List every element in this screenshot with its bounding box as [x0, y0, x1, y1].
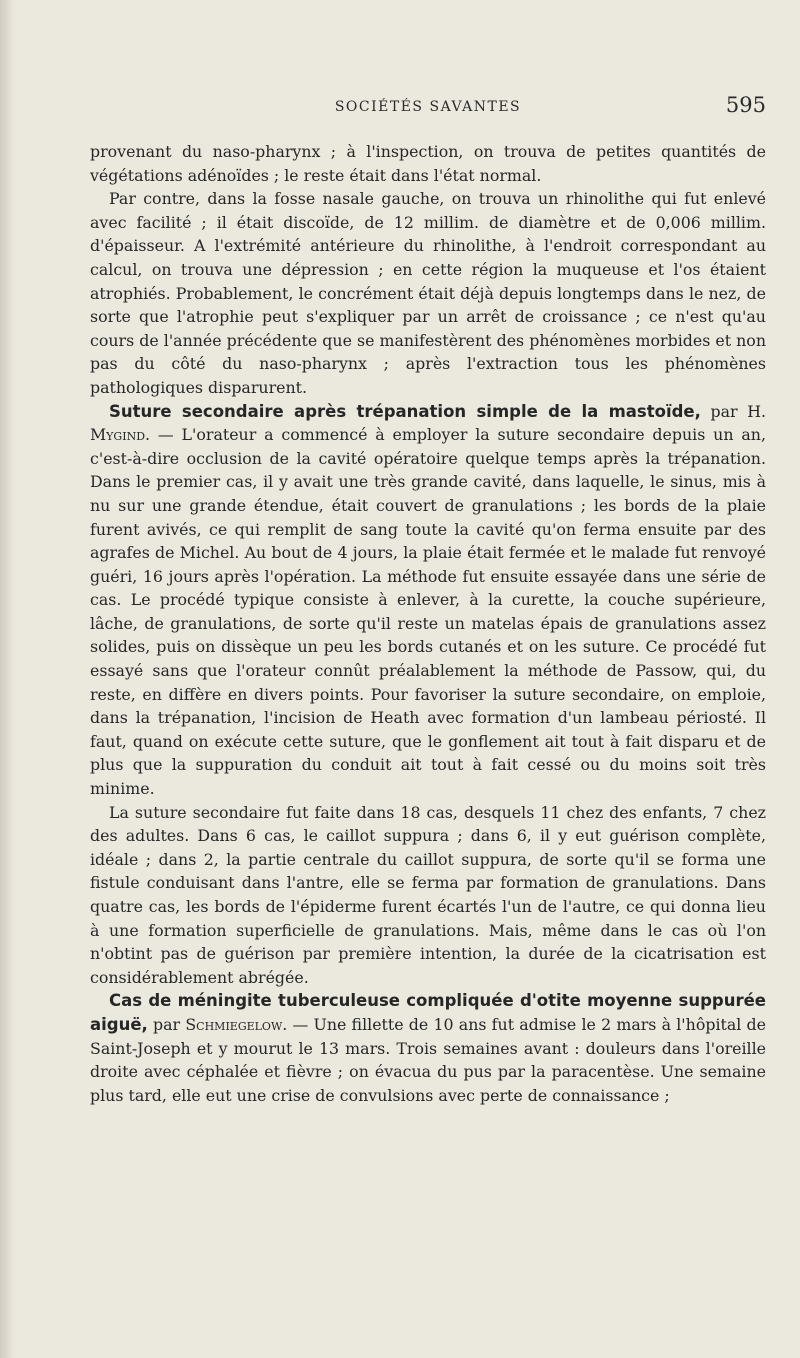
author-schmiegelow: Schmiegelow.	[185, 1014, 288, 1034]
section-by: par H.	[710, 401, 766, 421]
section-by-2: par	[153, 1014, 181, 1034]
section-meningite-text: — Une fillette de 10 ans fut admise le 2 mars à l'hôpital de Saint-Joseph et y mourut le 13 mars. Trois semaines avant : douleurs dans l'oreille droite avec céphalée et fièvre ; on évacua du pus par la paracentèse. Une semaine plus tard, elle eut une crise de convulsions avec perte de connaissance ;	[90, 1014, 766, 1105]
paragraph-suture-results: La suture secondaire fut faite dans 18 cas, desquels 11 chez des enfants, 7 chez des adultes. Dans 6 cas, le caillot suppura ; dans 6, il y eut guérison complète, idéale ; dans 2, la partie centrale du caillot suppura, de sorte qu'il se forma une fistule conduisant dans l'antre, elle se ferma par formation de granulations. Dans quatre cas, les bords de l'épiderme furent écartés l'un de l'autre, ce qui donna lieu à une formation superficielle de granulations. Mais, même dans le cas où l'on n'obtint pas de guérison par première intention, la durée de la cicatrisation est considérablement abrégée.	[90, 802, 766, 987]
paragraph-continuation: provenant du naso-pharynx ; à l'inspection, on trouva de petites quantités de végétations adénoïdes ; le reste était dans l'état normal.	[90, 142, 766, 185]
page-number: 595	[725, 93, 766, 117]
page-header	[90, 93, 766, 123]
author-mygind: Mygind.	[90, 425, 151, 445]
paragraph-rhinolithe: Par contre, dans la fosse nasale gauche, on trouva un rhinolithe qui fut enlevé avec facilité ; il était discoïde, de 12 millim. de diamètre et de 0,006 millim. d'épaisseur. A l'extrémité antérieure du rhinolithe, à l'endroit correspondant au calcul, on trouva une dépression ; en cette région la muqueuse et l'os étaient atrophiés. Probablement, le concrément était déjà depuis longtemps dans le nez, de sorte que l'atrophie peut s'expliquer par un arrêt de croissance ; ce n'est qu'au cours de l'année précédente que se manifestèrent des phénomènes morbides et non pas du côté du naso-pharynx ; après l'extraction tous les phénomènes pathologiques disparurent.	[90, 189, 766, 397]
running-head: SOCIÉTÉS SAVANTES	[334, 99, 522, 115]
section-title-suture: Suture secondaire après trépanation simple de la mastoïde,	[109, 401, 701, 421]
section-meningite	[90, 989, 766, 1107]
section-suture-secondaire	[90, 400, 766, 801]
binding-shadow	[0, 0, 14, 1358]
body-text	[90, 140, 766, 1107]
section-title-meningite: Cas de méningite tuberculeuse compliquée d'otite moyenne suppurée aiguë,	[90, 991, 766, 1034]
section-suture-text: — L'orateur a commencé à employer la suture secondaire depuis un an, c'est-à-dire occlusion de la cavité opératoire quelque temps après la trépanation. Dans le premier cas, il y avait une très grande cavité, dans laquelle, le sinus, mis à nu sur une grande étendue, était couvert de granulations ; les bords de la plaie furent avivés, ce qui remplit de sang toute la cavité qu'on ferma ensuite par des agrafes de Michel. Au bout de 4 jours, la plaie était fermée et le malade fut renvoyé guéri, 16 jours après l'opération. La méthode fut ensuite essayée dans une série de cas. Le procédé typique consiste à enlever, à la curette, la couche supérieure, lâche, de granulations, de sorte qu'il reste un matelas épais de granulations assez solides, puis on dissèque un peu les bords cutanés et on les suture. Ce procédé fut essayé sans que l'orateur connût préalablement la méthode de Passow, qui, du reste, en diffère en divers points. Pour favoriser la suture secondaire, on emploie, dans la trépanation, l'incision de Heath avec formation d'un lambeau périosté. Il faut, quand on exécute cette suture, que le gonflement ait tout à fait disparu et de plus que la suppuration du conduit ait tout à fait cessé ou du moins soit très minime.	[90, 425, 766, 799]
